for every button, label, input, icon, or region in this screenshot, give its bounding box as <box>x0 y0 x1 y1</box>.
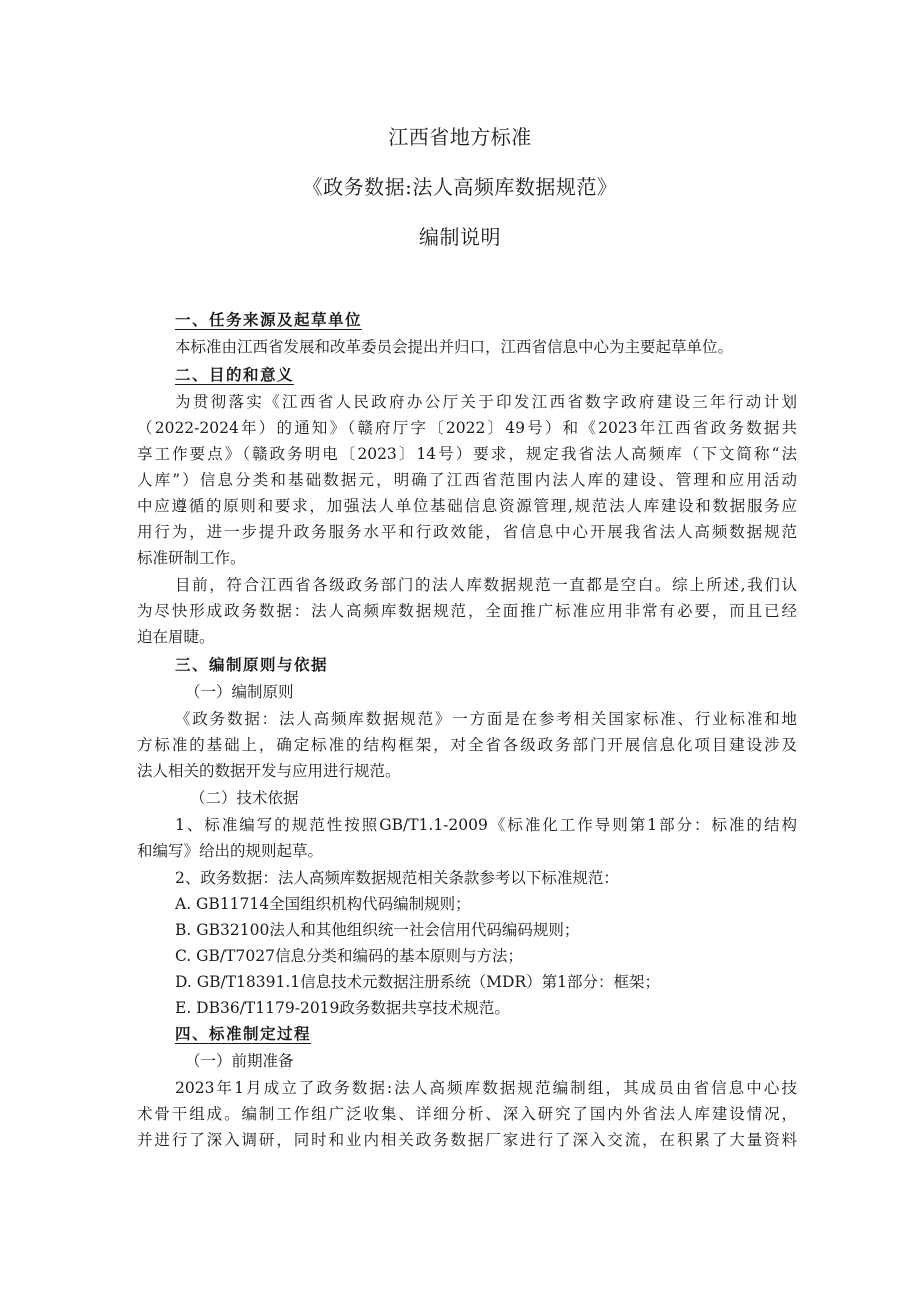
paragraph-line: 迫在眉睫。 <box>137 628 215 646</box>
paragraph-line: 和编写》给出的规则起草。 <box>137 842 324 860</box>
paragraph-line: 为贯彻落实《江西省人民政府办公厅关于印发江西省数字政府建设三年行动计划 <box>175 393 797 411</box>
reference-item: C. GB/T7027信息分类和编码的基本原则与方法； <box>175 947 523 965</box>
paragraph-line: 并进行了深入调研，同时和业内相关政务数据厂家进行了深入交流，在积累了大量资料 <box>137 1131 797 1149</box>
doc-title-standard: 江西省地方标准 <box>388 125 532 149</box>
paragraph-line: 术骨干组成。编制工作组广泛收集、详细分析、深入研究了国内外省法人库建设情况， <box>137 1105 797 1123</box>
subsection-heading: （二）技术依据 <box>190 789 299 807</box>
paragraph-line: 目前，符合江西省各级政务部门的法人库数据规范一直都是空白。综上所述,我们认 <box>175 576 797 594</box>
paragraph-line: 《政务数据：法人高频库数据规范》一方面是在参考相关国家标准、行业标准和地 <box>175 710 797 728</box>
paragraph-line: 为尽快形成政务数据：法人高频库数据规范，全面推广标准应用非常有必要，而且已经 <box>137 602 797 620</box>
paragraph-line: 中应遵循的原则和要求，加强法人单位基础信息资源管理,规范法人库建设和数据服务应 <box>137 497 797 515</box>
section-heading-4: 四、标准制定过程 <box>175 1024 312 1043</box>
reference-item: E. DB36/T1179-2019政务数据共享技术规范。 <box>175 999 510 1017</box>
paragraph-line: 享工作要点》（赣政务明电〔2023〕14号）要求，规定我省法人高频库（下文简称“法 <box>137 445 797 463</box>
subsection-heading: （一）编制原则 <box>185 683 294 701</box>
section-heading-2: 二、目的和意义 <box>175 365 295 384</box>
reference-item: A. GB11714全国组织机构代码编制规则； <box>175 895 471 913</box>
paragraph-line: 人库”）信息分类和基础数据元，明确了江西省范围内法人库的建设、管理和应用活动 <box>137 471 797 489</box>
paragraph-line: 2、政务数据：法人高频库数据规范相关条款参考以下标准规范： <box>175 869 619 887</box>
reference-item: B. GB32100法人和其他组织统一社会信用代码编码规则； <box>175 921 580 939</box>
section-heading-1: 一、任务来源及起草单位 <box>175 310 363 329</box>
doc-title-explanation: 编制说明 <box>419 225 501 249</box>
paragraph-line: 标准研制工作。 <box>137 549 246 567</box>
subsection-heading: （一）前期准备 <box>185 1052 294 1070</box>
paragraph-line: （2022-2024年）的通知》（赣府厅字〔2022〕49号）和《2023年江西省政务数据共 <box>137 419 797 437</box>
doc-title-name: 《政务数据:法人高频库数据规范》 <box>302 175 618 199</box>
paragraph-line: 2023年1月成立了政务数据:法人高频库数据规范编制组，其成员由省信息中心技 <box>175 1079 797 1097</box>
paragraph-line: 方标准的基础上，确定标准的结构框架，对全省各级政务部门开展信息化项目建设涉及 <box>137 736 797 754</box>
reference-item: D. GB/T18391.1信息技术元数据注册系统（MDR）第1部分：框架； <box>175 973 660 991</box>
paragraph-line: 本标准由江西省发展和改革委员会提出并归口，江西省信息中心为主要起草单位。 <box>175 338 734 356</box>
paragraph-line: 1、标准编写的规范性按照GB/T1.1-2009《标准化工作导则第1部分：标准的结构 <box>175 816 797 834</box>
paragraph-line: 用行为，进一步提升政务服务水平和行政效能，省信息中心开展我省法人高频数据规范 <box>137 523 797 541</box>
paragraph-line: 法人相关的数据开发与应用进行规范。 <box>137 762 401 780</box>
section-heading-3: 三、编制原则与依据 <box>175 655 329 674</box>
